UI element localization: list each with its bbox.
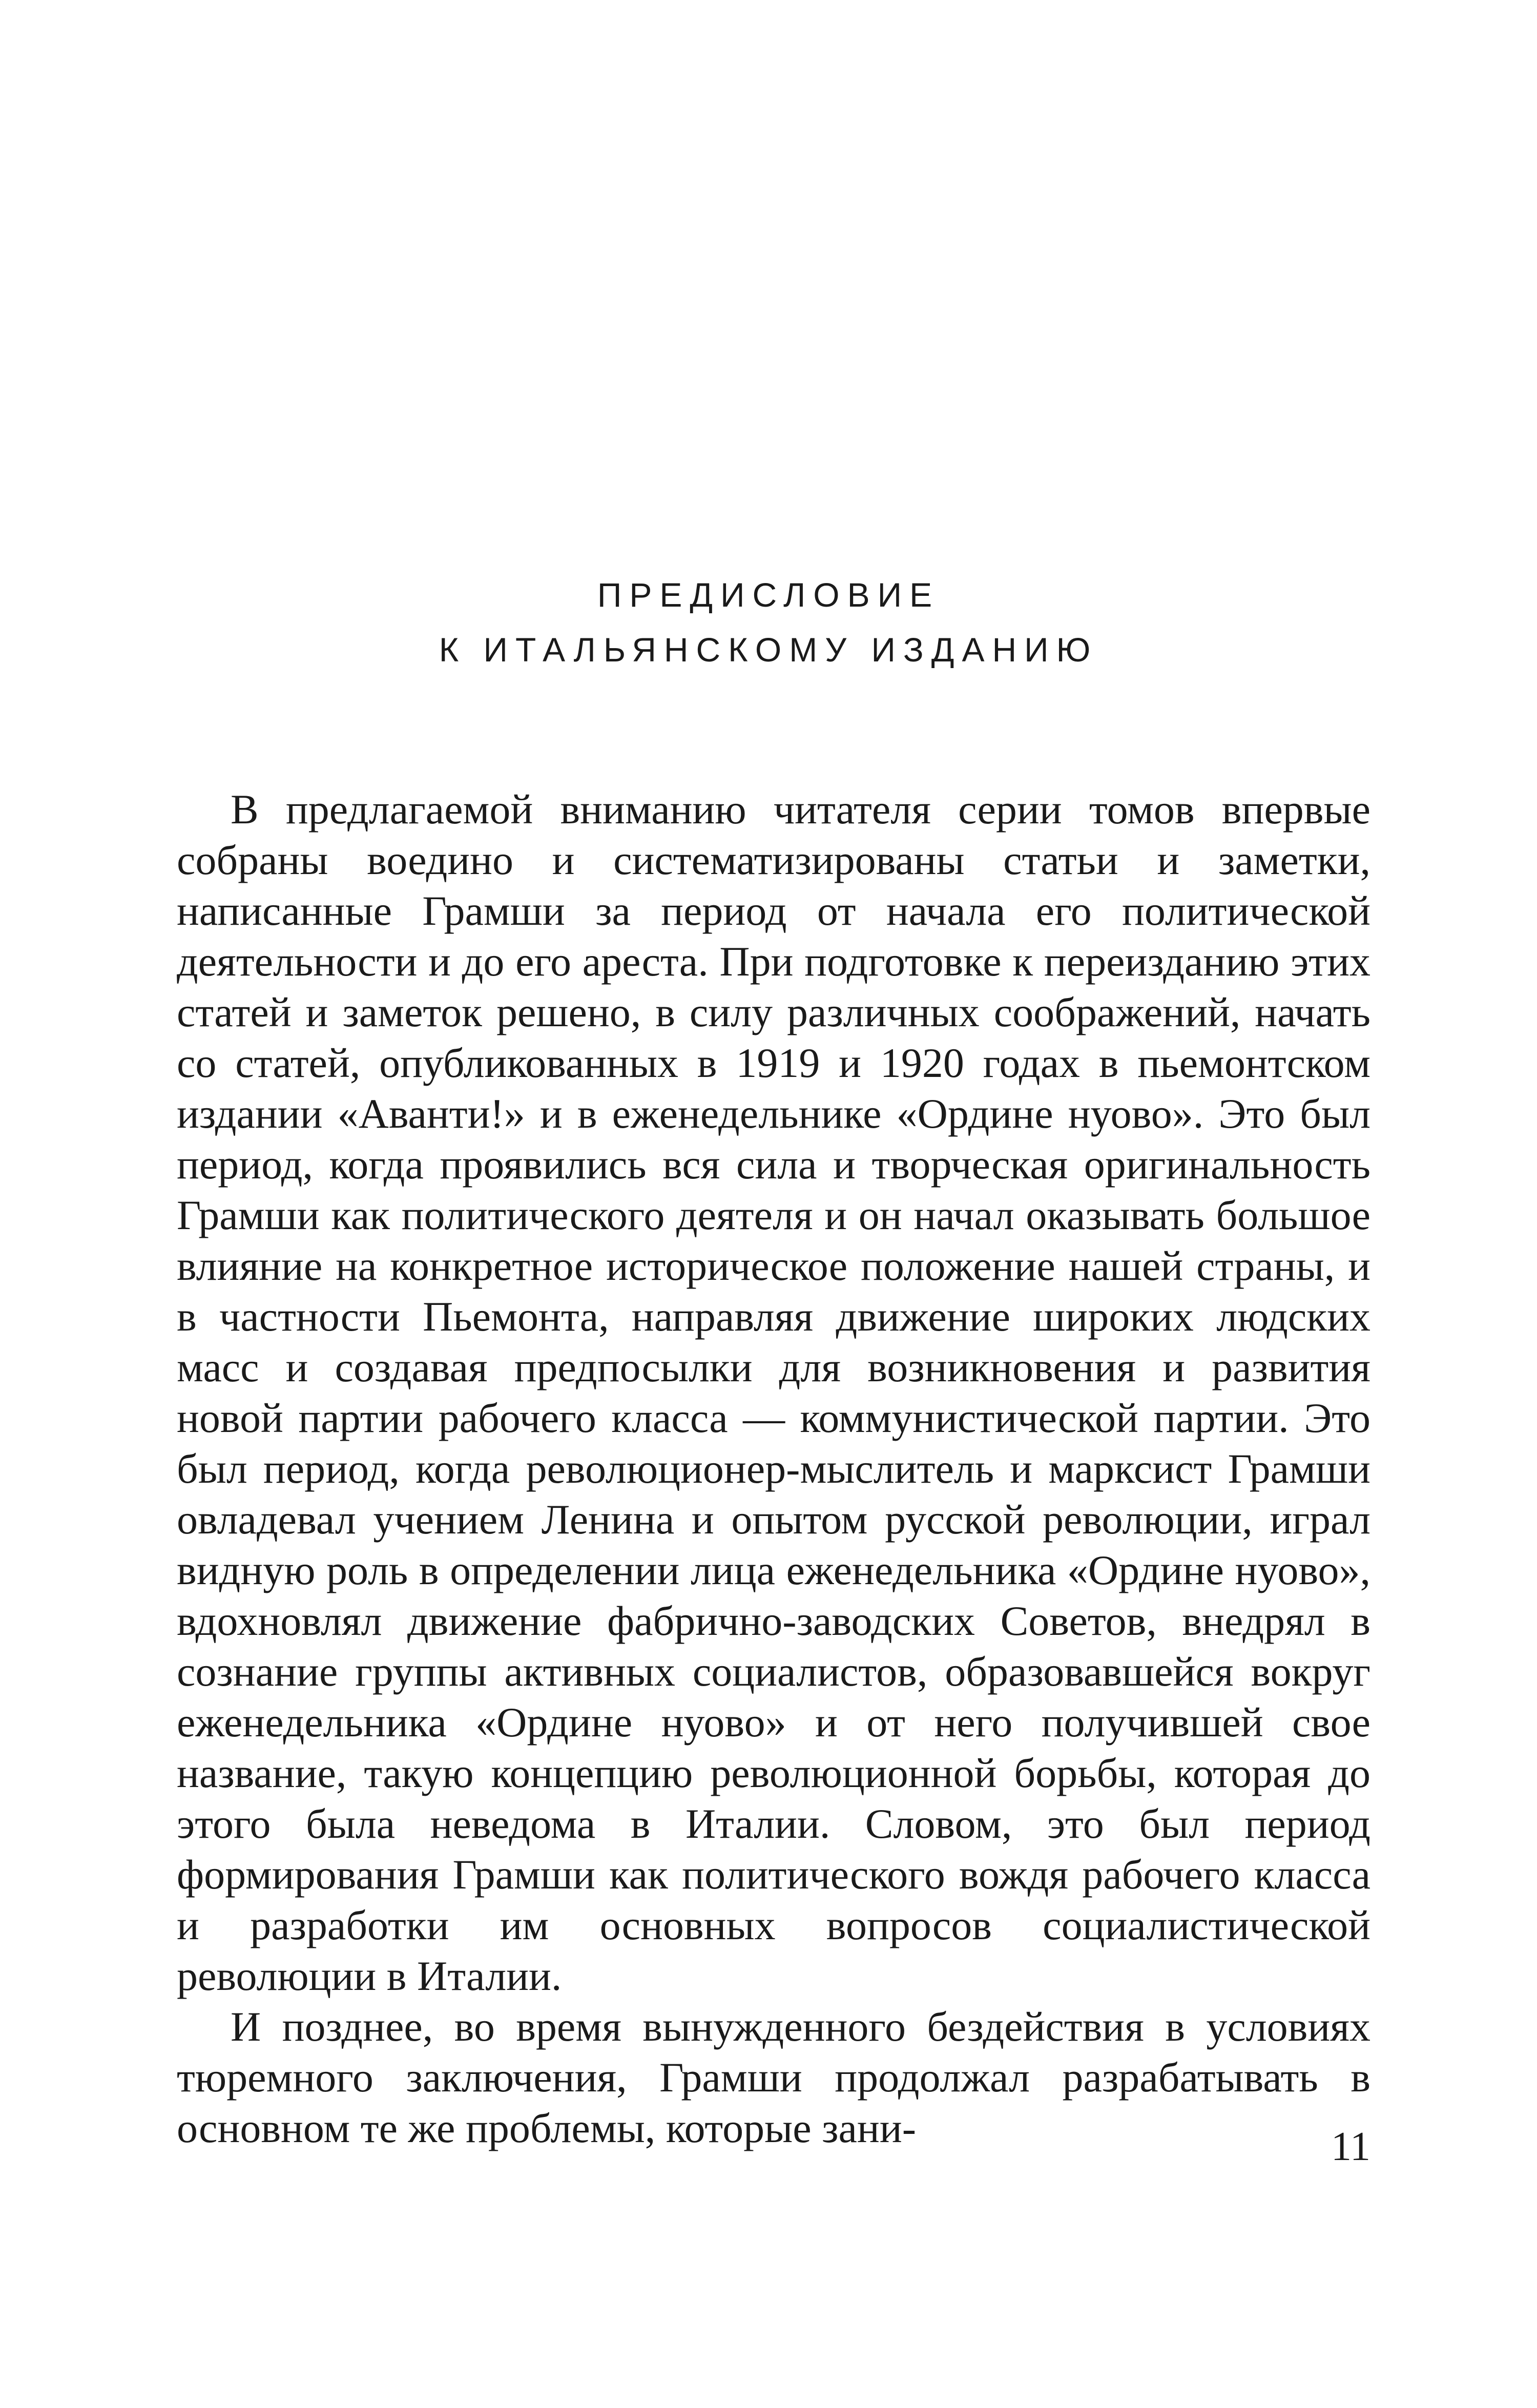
chapter-title-line-1: ПРЕДИСЛОВИЕ [597, 576, 940, 614]
paragraph-2: И позднее, во время вынужденного бездействия в условиях тюремного заключения, Грамши продолжал разрабатывать в основном те же проблемы, которые зани- [177, 2003, 1370, 2151]
page-number: 11 [1331, 2124, 1370, 2169]
paragraph-1: В предлагаемой вниманию читателя серии томов впервые собраны воедино и систематизированы статьи и заметки, написанные Грамши за период от начала его политической деятельности и до его ареста. При подготовке к переизданию этих статей и заметок решено, в силу различных соображений, начать со статей, опубликованных в 1919 и 1920 годах в пьемонтском издании «Аванти!» и в еженедельнике «Ордине нуово». Это был период, когда проявились вся сила и творческая оригинальность Грамши как политического деятеля и он начал оказывать большое влияние на конкретное историческое положение нашей страны, и в частности Пьемонта, направляя движение широких людских масс и создавая предпосылки для возникновения и развития новой партии рабочего класса — коммунистической партии. Это был период, когда революционер-мыслитель и марксист Грамши овладевал учением Ленина и опытом русской революции, играл видную роль в определении лица еженедельника «Ордине нуово», вдохновлял движение фабрично-заводских Советов, внедрял в сознание группы активных социалистов, образовавшейся вокруг еженедельника «Ордине нуово» и от него получившей свое название, такую концепцию революционной борьбы, которая до этого была неведома в Италии. Словом, это был период формирования Грамши как политического вождя рабочего класса и разработки им основных вопросов социалистической революции в Италии. [177, 786, 1370, 1999]
chapter-title-line-2: К ИТАЛЬЯНСКОМУ ИЗДАНИЮ [439, 631, 1098, 669]
body-text [177, 784, 1370, 2153]
